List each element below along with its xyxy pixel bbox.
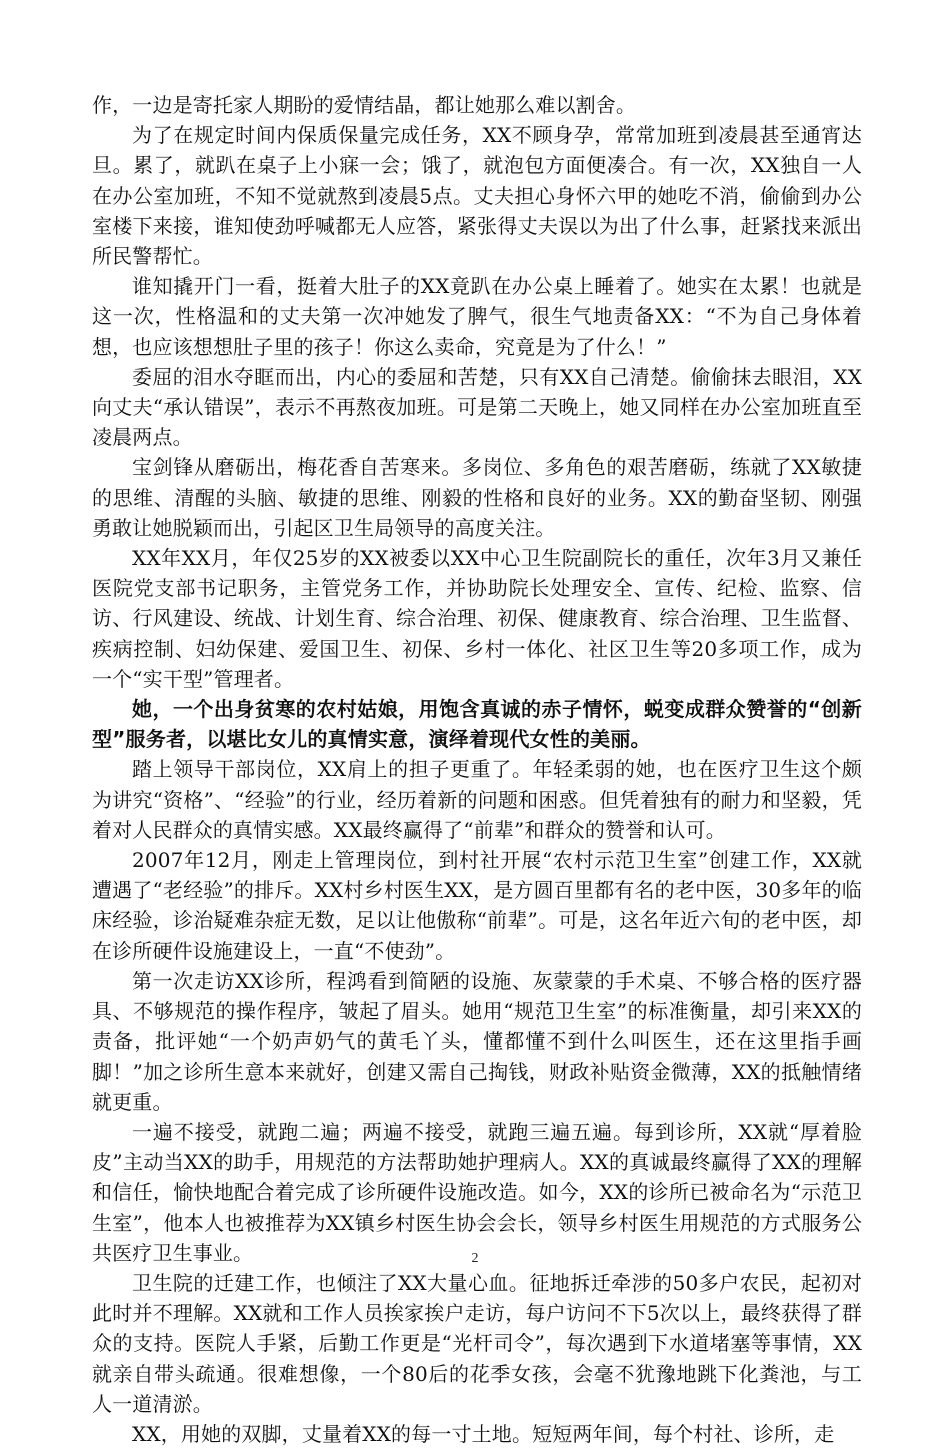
paragraph-4: 委屈的泪水夺眶而出，内心的委屈和苦楚，只有XX自己清楚。偷偷抹去眼泪，XX向丈夫“承认错误”，表示不再熬夜加班。可是第二天晚上，她又同样在办公室加班直至凌晨两点。 (92, 364, 862, 450)
page-number: 2 (471, 1251, 479, 1266)
paragraph-6: XX年XX月，年仅25岁的XX被委以XX中心卫生院副院长的重任，次年3月又兼任医院党支部书记职务，主管党务工作，并协助院长处理安全、宣传、纪检、监察、信访、行风建设、统战、计划生育、综合治理、初保、健康教育、综合治理、卫生监督、疾病控制、妇幼保建、爱国卫生、初保、乡村一体化、社区卫生等20多项工作，成为一个“实干型”管理者。 (92, 546, 862, 691)
paragraph-11: 卫生院的迁建工作，也倾注了XX大量心血。征地拆迁牵涉的50多户农民，起初对此时并不理解。XX就和工作人员挨家挨户走访，每户访问不下5次以上，最终获得了群众的支持。医院人手紧，后勤工作更是“光杆司令”，每次遇到下水道堵塞等事情，XX就亲自带头疏通。很难想像，一个80后的花季女孩，会毫不犹豫地跳下化粪池，与工人一道清淤。 (92, 1270, 862, 1416)
paragraph-7: 踏上领导干部岗位，XX肩上的担子更重了。年轻柔弱的她，也在医疗卫生这个颇为讲究“资格”、“经验”的行业，经历着新的问题和困惑。但凭着独有的耐力和坚毅，凭着对人民群众的真情实感。XX最终赢得了“前辈”和群众的赞誉和认可。 (92, 757, 862, 842)
paragraph-2: 为了在规定时间内保质保量完成任务，XX不顾身孕，常常加班到凌晨甚至通宵达旦。累了，就趴在桌子上小寐一会；饿了，就泡包方面便凑合。有一次，XX独自一人在办公室加班，不知不觉就熬到凌晨5点。丈夫担心身怀六甲的她吃不消，偷偷到办公室楼下来接，谁知使劲呼喊都无人应答，紧张得丈夫误以为出了什么事，赶紧找来派出所民警帮忙。 (92, 123, 862, 269)
paragraph-5: 宝剑锋从磨砺出，梅花香自苦寒来。多岗位、多角色的艰苦磨砺，练就了XX敏捷的思维、清醒的头脑、敏捷的思维、刚毅的性格和良好的业务。XX的勤奋坚韧、刚强勇敢让她脱颖而出，引起区卫生局领导的高度关注。 (92, 455, 862, 540)
paragraph-10: 一遍不接受，就跑二遍；两遍不接受，就跑三遍五遍。每到诊所，XX就“厚着脸皮”主动当XX的助手，用规范的方法帮助她护理病人。XX的真诚最终赢得了XX的理解和信任，愉快地配合着完成了诊所硬件设施改造。如今，XX的诊所已被命名为“示范卫生室”，他本人也被推荐为XX镇乡村医生协会会长，领导乡村医生用规范的方式服务公共医疗卫生事业。 (92, 1119, 862, 1265)
paragraph-8: 2007年12月，刚走上管理岗位，到村社开展“农村示范卫生室”创建工作，XX就遭遇了“老经验”的排斥。XX村乡村医生XX，是方圆百里都有名的老中医，30多年的临床经验，诊治疑难杂症无数，足以让他傲称“前辈”。可是，这名年近六旬的老中医，却在诊所硬件设施建设上，一直“不使劲”。 (92, 848, 862, 963)
paragraph-3: 谁知撬开门一看，挺着大肚子的XX竟趴在办公桌上睡着了。她实在太累！也就是这一次，性格温和的丈夫第一次冲她发了脾气，很生气地责备XX：“不为自己身体着想，也应该想想肚子里的孩子！你这么卖命，究竟是为了什么！” (92, 274, 862, 359)
paragraph-9: 第一次走访XX诊所，程鸿看到简陋的设施、灰蒙蒙的手术桌、不够合格的医疗器具、不够规范的操作程序，皱起了眉头。她用“规范卫生室”的标准衡量，却引来XX的责备，批评她“一个奶声奶气的黄毛丫头，懂都懂不到什么叫医生，还在这里指手画脚！”加之诊所生意本来就好，创建又需自己掏钱，财政补贴资金微薄，XX的抵触情绪就更重。 (92, 968, 862, 1114)
paragraph-12: XX，用她的双脚，丈量着XX的每一寸土地。短短两年间，每个村社、诊所，走 (132, 1421, 835, 1446)
document-page (92, 90, 862, 1449)
section-heading: 她，一个出身贫寒的农村姑娘，用饱含真诚的赤子情怀，蜕变成群众赞誉的“创新型”服务者，以堪比女儿的真情实意，演绎着现代女性的美丽。 (92, 697, 862, 752)
paragraph-1: 作，一边是寄托家人期盼的爱情结晶，都让她那么难以割舍。 (92, 93, 637, 117)
